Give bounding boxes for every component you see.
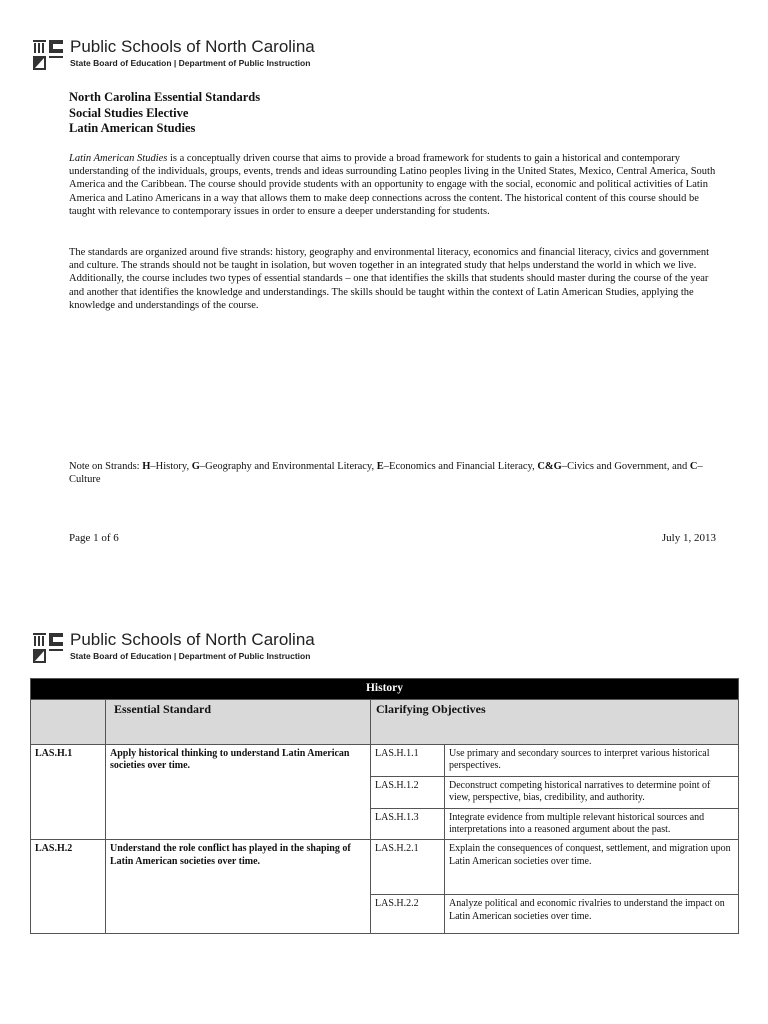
dpi-logo-page-2 xyxy=(30,630,330,668)
objective-code: LAS.H.1.2 xyxy=(371,776,445,808)
dpi-logo xyxy=(30,37,330,75)
objective-text: Use primary and secondary sources to interpret various historical perspectives. xyxy=(445,745,739,777)
intro-italic-lead: Latin American Studies xyxy=(69,153,168,164)
heading-line-3: Latin American Studies xyxy=(69,121,196,135)
strands-note xyxy=(69,460,717,486)
standards-table xyxy=(30,678,739,934)
note-g: G xyxy=(191,461,200,472)
note-prefix: Note on Strands: xyxy=(69,461,143,472)
intro-rest: is a conceptually driven course that aims to provide a broad framework for students to gain a historical and contemporary understanding of the individuals, groups, events, trends and ideas surrounding Latino peoples living in the United States, Mexico, Central America, South America and the Caribbean. The course should provide students with an opportunity to engage with the social, economic and political activities of Latin America and Latino Americans in a way that allows them to make deep connections across the content. The historical content of this course should be taught with relevance to contemporary issues in order to ensure a deeper understanding for students. xyxy=(69,153,716,217)
nc-dpi-logo-icon xyxy=(32,632,64,664)
logo-title: Public Schools of North Carolina xyxy=(70,630,315,649)
document-heading xyxy=(69,90,260,137)
intro-paragraph xyxy=(69,152,717,218)
essential-standard-header: Essential Standard xyxy=(106,700,371,745)
table-row xyxy=(31,745,739,777)
standard-text: Understand the role conflict has played in the shaping of Latin American societies over time. xyxy=(106,840,371,934)
logo-subtitle: State Board of Education | Department of Public Instruction xyxy=(70,58,311,68)
note-cg: C&G xyxy=(537,461,562,472)
objective-code: LAS.H.1.3 xyxy=(371,808,445,840)
page-number: Page 1 of 6 xyxy=(69,532,119,544)
table-row xyxy=(31,840,739,895)
heading-line-1: North Carolina Essential Standards xyxy=(69,90,261,104)
objective-code: LAS.H.2.1 xyxy=(371,840,445,895)
objective-text: Explain the consequences of conquest, settlement, and migration upon Latin American societies over time. xyxy=(445,840,739,895)
note-e: E xyxy=(376,461,384,472)
logo-title: Public Schools of North Carolina xyxy=(70,37,315,56)
objective-text: Analyze political and economic rivalries to understand the impact on Latin American societies over time. xyxy=(445,895,739,934)
section-header-history: History xyxy=(31,679,739,700)
page-date: July 1, 2013 xyxy=(661,532,716,544)
objective-text: Integrate evidence from multiple relevant historical sources and interpretations into a reasoned argument about the past. xyxy=(445,808,739,840)
nc-dpi-logo-icon xyxy=(32,39,64,71)
standard-code: LAS.H.2 xyxy=(31,840,106,934)
note-c-text: –Culture xyxy=(69,461,703,486)
note-g-text: –Geography and Environmental Literacy, xyxy=(199,461,377,472)
note-h: H xyxy=(142,461,151,472)
strands-paragraph: The standards are organized around five strands: history, geography and environmental literacy, economics and financial literacy, civics and government and culture. The strands should not be taught in isolation, but woven together in an integrated study that helps understand the world in which we live. Additionally, the course includes two types of essential standards – one that identifies the skills that students should master during the course of the year and another that identifies the knowledge and understandings. The skills should be taught within the context of Latin American Studies, applying the knowledge and understandings of the course. xyxy=(69,247,710,311)
note-c: C xyxy=(689,461,698,472)
blank-header-cell xyxy=(31,700,106,745)
objective-code: LAS.H.2.2 xyxy=(371,895,445,934)
heading-line-2: Social Studies Elective xyxy=(69,105,189,120)
standard-text: Apply historical thinking to understand Latin American societies over time. xyxy=(106,745,371,840)
note-cg-text: –Civics and Government, and xyxy=(561,461,690,472)
objective-text: Deconstruct competing historical narratives to determine point of view, perspective, bias, credibility, and authority. xyxy=(445,776,739,808)
logo-subtitle: State Board of Education | Department of Public Instruction xyxy=(70,651,311,661)
note-e-text: –Economics and Financial Literacy, xyxy=(383,461,538,472)
clarifying-objectives-header: Clarifying Objectives xyxy=(371,700,739,745)
note-h-text: –History, xyxy=(150,461,192,472)
objective-code: LAS.H.1.1 xyxy=(371,745,445,777)
standard-code: LAS.H.1 xyxy=(31,745,106,840)
